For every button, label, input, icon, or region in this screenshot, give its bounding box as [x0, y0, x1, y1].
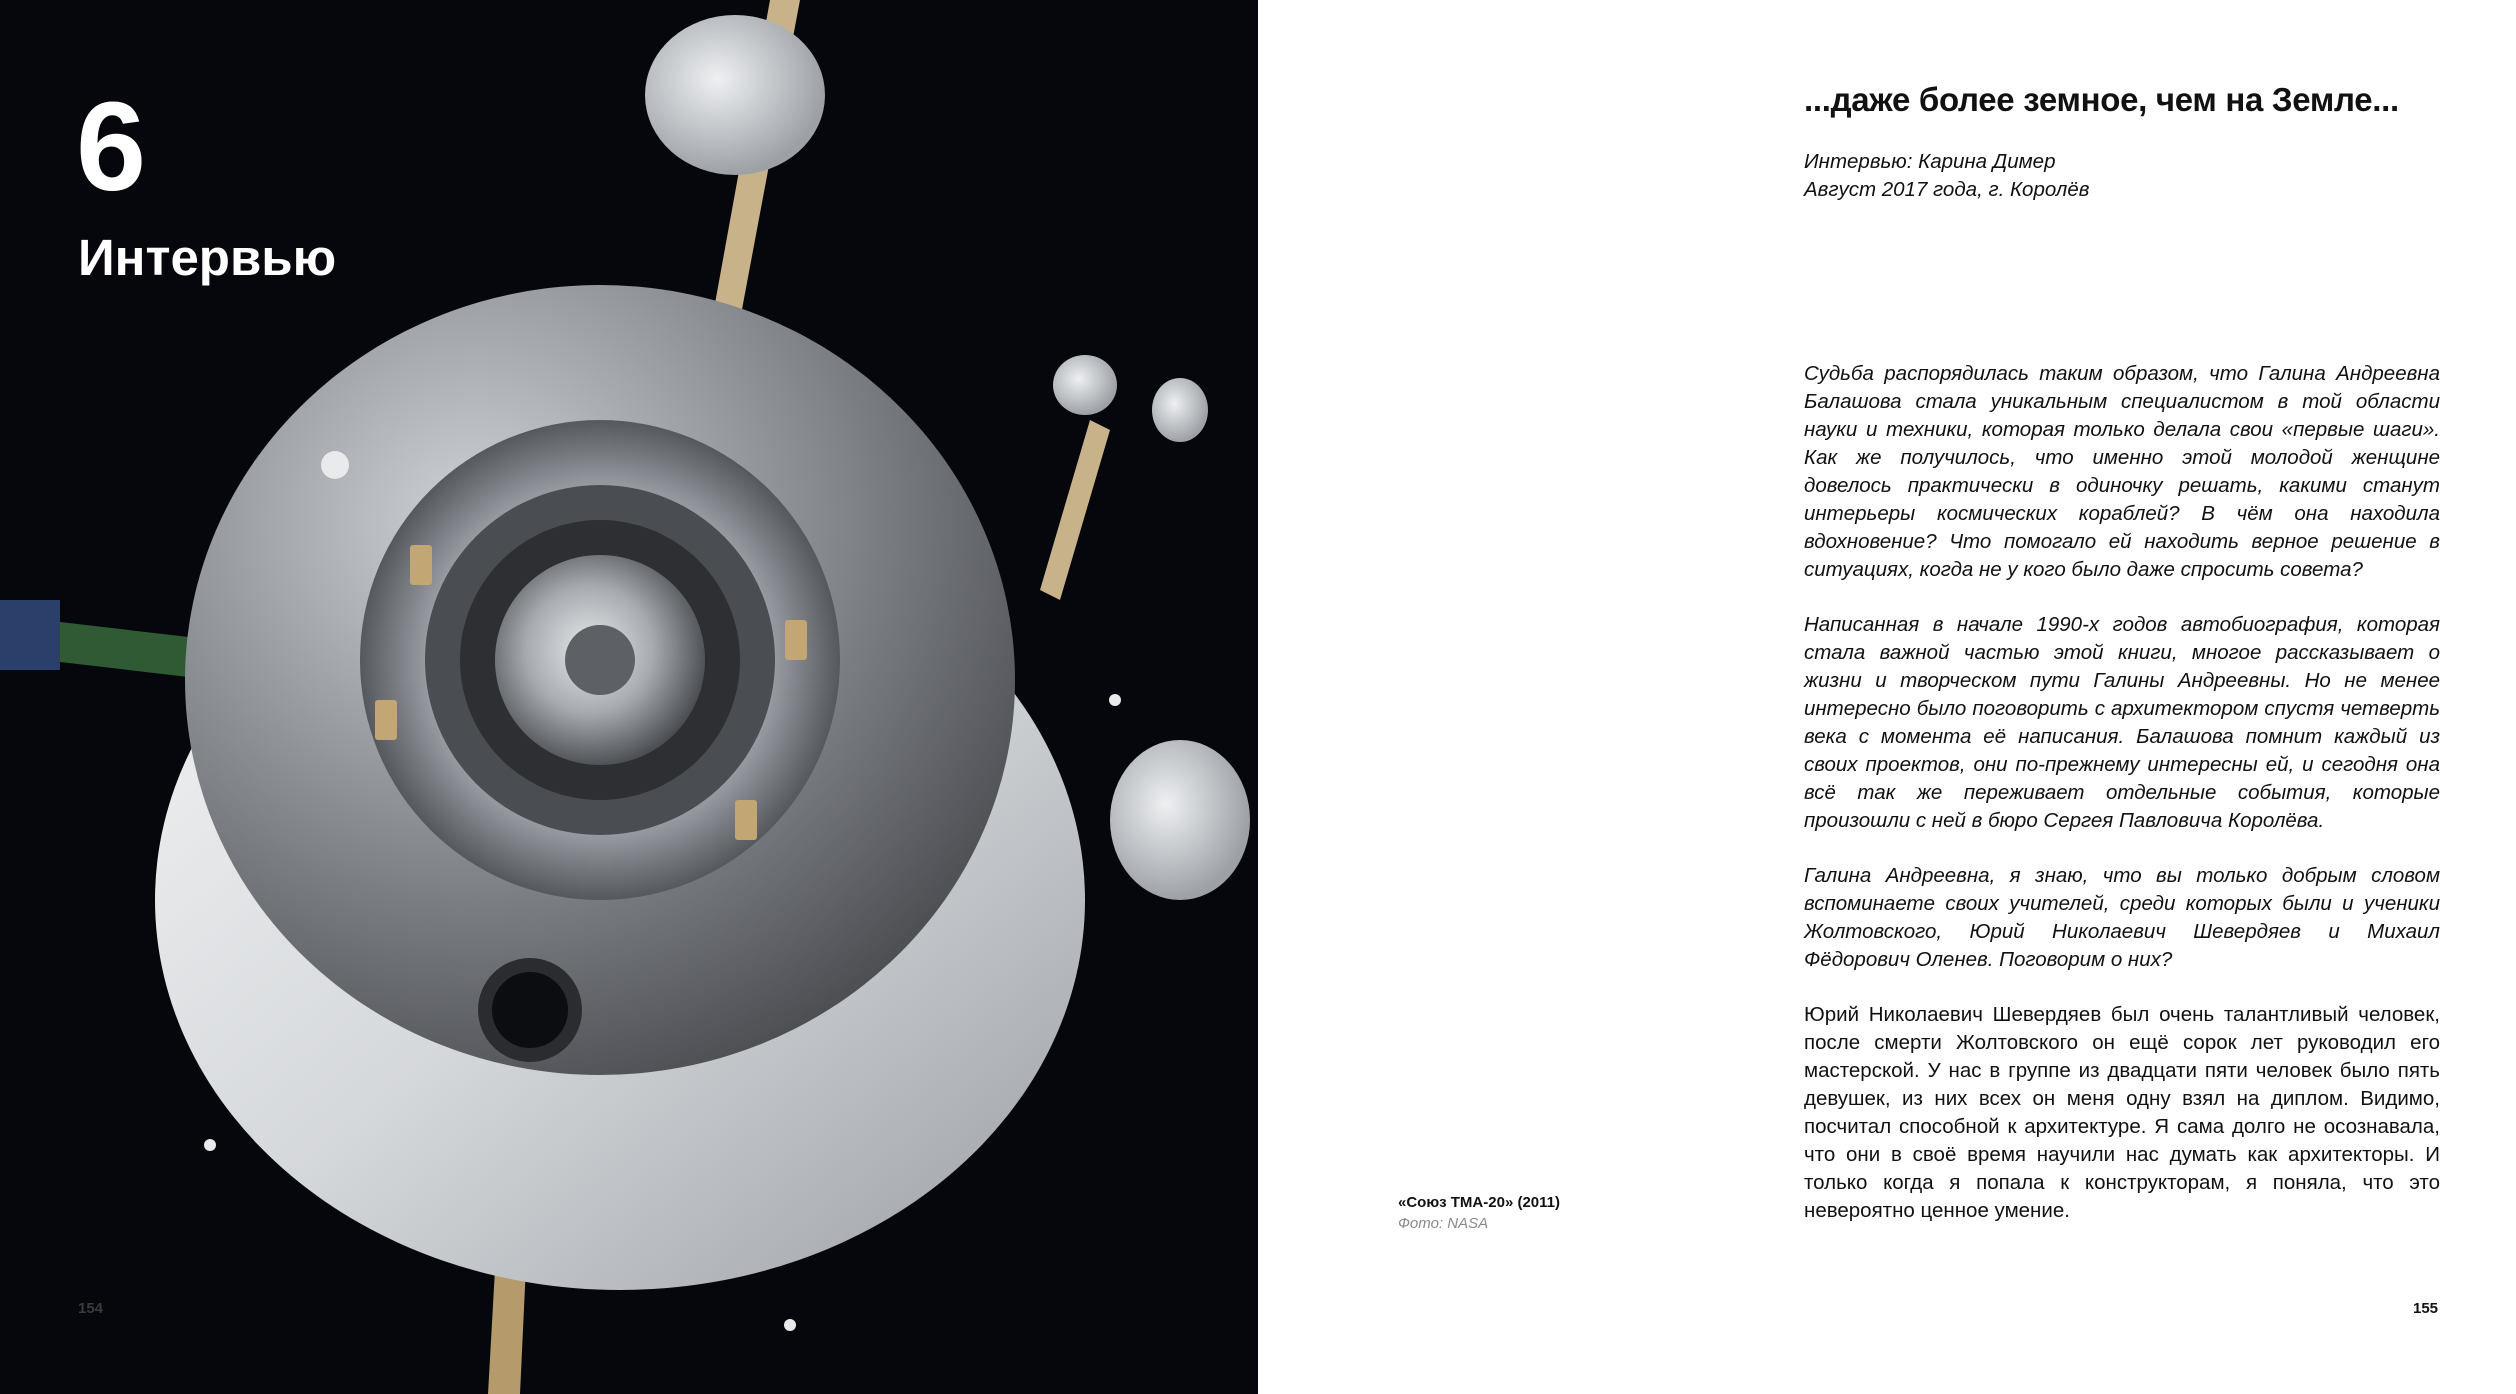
article-header — [1804, 80, 2440, 204]
photo-caption — [1398, 1192, 1698, 1234]
chapter-title: Интервью — [78, 229, 337, 286]
article-title: ...даже более земное, чем на Земле... — [1804, 81, 2399, 118]
date-location-line: Август 2017 года, г. Королёв — [1804, 177, 2090, 201]
intro-paragraph: Написанная в начале 1990-х годов автобиография, которая стала важной частью этой книги, многое рассказывает о жизни и творческом пути Галины Андреевны. Но не менее интересно было поговорить с архитектором спустя четверть века с момента её написания. Балашова помнит каждый из своих проектов, они по-прежнему интересны ей, и сегодня она всё так же переживает отдельные события, которые произошли с ней в бюро Сергея Павловича Королёва. — [1804, 613, 2440, 832]
interview-answer: Юрий Николаевич Шевердяев был очень талантливый человек, после смерти Жолтовского он ещё сорок лет руководил его мастерской. У нас в группе из двадцати пяти человек было пять девушек, из них всех он меня одну взял на диплом. Видимо, посчитал способной к архитектуре. Я сама долго не осознавала, что они в своё время научили нас думать как архитекторы. И только когда я попала к конструкторам, я поняла, что это невероятно ценное умение. — [1804, 1003, 2440, 1222]
chapter-number: 6 — [76, 76, 145, 217]
page-number-right: 155 — [2413, 1300, 2439, 1317]
intro-paragraph: Судьба распорядилась таким образом, что Галина Андреевна Балашова стала уникальным специалистом в той области науки и техники, которая только делала свои «первые шаги». Как же получилось, что именно этой молодой женщине довелось практически в одиночку решать, какими станут интерьеры космических кораблей? В чём она находила вдохновение? Что помогало ей находить верное решение в ситуациях, когда не у кого было даже спросить совета? — [1804, 362, 2440, 581]
article-meta — [1804, 148, 2440, 204]
right-page — [1258, 0, 2516, 1394]
interview-question: Галина Андреевна, я знаю, что вы только добрым словом вспоминаете своих учителей, среди которых были и ученики Жолтовского, Юрий Николаевич Шевердяев и Михаил Фёдорович Оленев. Поговорим о них? — [1804, 864, 2440, 971]
interviewer-line: Интервью: Карина Димер — [1804, 149, 2056, 173]
caption-credit: Фото: NASA — [1398, 1215, 1489, 1232]
article-body — [1804, 360, 2440, 1252]
caption-title: «Союз ТМА-20» (2011) — [1398, 1194, 1560, 1211]
page-number-left: 154 — [78, 1300, 104, 1317]
